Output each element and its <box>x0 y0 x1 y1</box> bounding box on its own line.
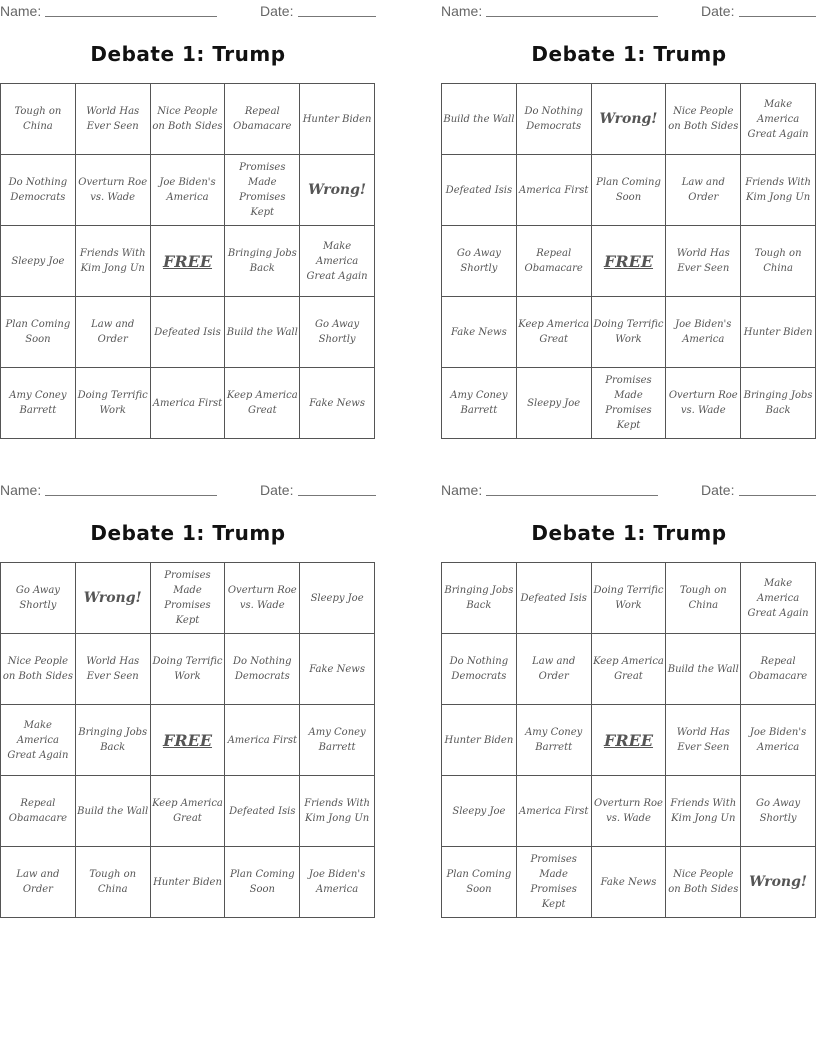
bingo-cell: Amy Coney Barrett <box>1 368 76 439</box>
bingo-cell: Promises Made Promises Kept <box>516 847 591 918</box>
bingo-cell: Do Nothing Democrats <box>442 634 517 705</box>
bingo-cell: Fake News <box>591 847 666 918</box>
date-line <box>739 16 816 17</box>
bingo-cell: Defeated Isis <box>150 297 225 368</box>
bingo-cell: Nice People on Both Sides <box>666 847 741 918</box>
card-title: Debate 1: Trump <box>531 521 727 545</box>
bingo-cell: Build the Wall <box>225 297 300 368</box>
card-title: Debate 1: Trump <box>90 42 286 66</box>
date-label: Date: <box>701 3 735 19</box>
bingo-cell: Plan Coming Soon <box>1 297 76 368</box>
bingo-cell: Make America Great Again <box>741 84 816 155</box>
bingo-cell: Law and Order <box>75 297 150 368</box>
grid-row <box>442 847 816 918</box>
grid-row <box>442 226 816 297</box>
bingo-cell: America First <box>516 155 591 226</box>
bingo-cell: Doing Terrific Work <box>591 297 666 368</box>
grid-row <box>1 297 375 368</box>
free-space: FREE <box>150 226 225 297</box>
bingo-cell: Keep America Great <box>225 368 300 439</box>
bingo-cell: Build the Wall <box>666 634 741 705</box>
card-title: Debate 1: Trump <box>531 42 727 66</box>
free-space: FREE <box>591 705 666 776</box>
bingo-cell: Go Away Shortly <box>442 226 517 297</box>
grid-row <box>442 776 816 847</box>
name-line <box>486 16 658 17</box>
bingo-cell: Hunter Biden <box>442 705 517 776</box>
bingo-cell: Make America Great Again <box>300 226 375 297</box>
bingo-cell: Make America Great Again <box>741 563 816 634</box>
bingo-cell: Law and Order <box>1 847 76 918</box>
bingo-cell: Joe Biden's America <box>741 705 816 776</box>
card-title: Debate 1: Trump <box>90 521 286 545</box>
bingo-cell: America First <box>516 776 591 847</box>
bingo-cell: Repeal Obamacare <box>225 84 300 155</box>
bingo-cell: Tough on China <box>75 847 150 918</box>
bingo-cell: Nice People on Both Sides <box>150 84 225 155</box>
bingo-cell: Doing Terrific Work <box>150 634 225 705</box>
bingo-cell: Sleepy Joe <box>442 776 517 847</box>
bingo-cell: America First <box>150 368 225 439</box>
bingo-cell: Promises Made Promises Kept <box>150 563 225 634</box>
bingo-cell: Hunter Biden <box>150 847 225 918</box>
bingo-cell: Do Nothing Democrats <box>225 634 300 705</box>
grid-row <box>442 563 816 634</box>
grid-row <box>1 705 375 776</box>
bingo-cell: Doing Terrific Work <box>75 368 150 439</box>
bingo-cell: Friends With Kim Jong Un <box>75 226 150 297</box>
bingo-cell: Bringing Jobs Back <box>741 368 816 439</box>
grid-row <box>1 226 375 297</box>
bingo-cell: Sleepy Joe <box>1 226 76 297</box>
bingo-cell: Go Away Shortly <box>300 297 375 368</box>
grid-row <box>1 634 375 705</box>
grid-row <box>1 776 375 847</box>
bingo-cell: Wrong! <box>741 847 816 918</box>
name-label: Name: <box>0 482 42 498</box>
bingo-cell: Overturn Roe vs. Wade <box>666 368 741 439</box>
date-label: Date: <box>260 3 294 19</box>
free-space: FREE <box>591 226 666 297</box>
bingo-cell: Nice People on Both Sides <box>666 84 741 155</box>
bingo-cell: Repeal Obamacare <box>1 776 76 847</box>
bingo-cell: Build the Wall <box>75 776 150 847</box>
bingo-cell: Overturn Roe vs. Wade <box>591 776 666 847</box>
card-header <box>441 479 816 501</box>
bingo-cell: Keep America Great <box>516 297 591 368</box>
bingo-cell: Defeated Isis <box>516 563 591 634</box>
bingo-grid <box>0 562 375 918</box>
name-line <box>45 16 217 17</box>
name-label: Name: <box>0 3 42 19</box>
bingo-cell: Joe Biden's America <box>666 297 741 368</box>
date-label: Date: <box>701 482 735 498</box>
card-header <box>0 479 376 501</box>
date-label: Date: <box>260 482 294 498</box>
bingo-cell: Repeal Obamacare <box>741 634 816 705</box>
bingo-cell: Defeated Isis <box>225 776 300 847</box>
bingo-cell: Go Away Shortly <box>1 563 76 634</box>
bingo-cell: Promises Made Promises Kept <box>225 155 300 226</box>
bingo-grid <box>0 83 375 439</box>
bingo-cell: Plan Coming Soon <box>591 155 666 226</box>
bingo-cell: Wrong! <box>300 155 375 226</box>
bingo-cell: World Has Ever Seen <box>666 705 741 776</box>
bingo-grid <box>441 562 816 918</box>
date-line <box>739 495 816 496</box>
bingo-cell: Hunter Biden <box>741 297 816 368</box>
bingo-cell: Friends With Kim Jong Un <box>741 155 816 226</box>
bingo-cell: Defeated Isis <box>442 155 517 226</box>
grid-row <box>442 297 816 368</box>
name-label: Name: <box>441 3 483 19</box>
bingo-cell: Bringing Jobs Back <box>225 226 300 297</box>
grid-row <box>442 634 816 705</box>
bingo-cell: Do Nothing Democrats <box>1 155 76 226</box>
grid-row <box>1 155 375 226</box>
bingo-cell: Wrong! <box>591 84 666 155</box>
bingo-cell: Keep America Great <box>150 776 225 847</box>
bingo-cell: Friends With Kim Jong Un <box>666 776 741 847</box>
name-label: Name: <box>441 482 483 498</box>
bingo-cell: Plan Coming Soon <box>225 847 300 918</box>
bingo-grid <box>441 83 816 439</box>
bingo-cell: World Has Ever Seen <box>75 634 150 705</box>
bingo-cell: Fake News <box>442 297 517 368</box>
name-line <box>45 495 217 496</box>
bingo-cell: Tough on China <box>741 226 816 297</box>
name-line <box>486 495 658 496</box>
grid-row <box>442 368 816 439</box>
bingo-cell: Promises Made Promises Kept <box>591 368 666 439</box>
bingo-cell: Hunter Biden <box>300 84 375 155</box>
grid-row <box>442 155 816 226</box>
free-space: FREE <box>150 705 225 776</box>
bingo-cell: Build the Wall <box>442 84 517 155</box>
bingo-cell: Overturn Roe vs. Wade <box>225 563 300 634</box>
grid-row <box>1 563 375 634</box>
grid-row <box>442 705 816 776</box>
bingo-cell: Friends With Kim Jong Un <box>300 776 375 847</box>
card-header <box>0 0 376 22</box>
bingo-cell: Plan Coming Soon <box>442 847 517 918</box>
bingo-cell: Sleepy Joe <box>300 563 375 634</box>
bingo-cell: Wrong! <box>75 563 150 634</box>
bingo-cell: America First <box>225 705 300 776</box>
bingo-cell: Nice People on Both Sides <box>1 634 76 705</box>
bingo-cell: World Has Ever Seen <box>666 226 741 297</box>
bingo-cell: Bringing Jobs Back <box>442 563 517 634</box>
bingo-cell: Bringing Jobs Back <box>75 705 150 776</box>
bingo-cell: Law and Order <box>516 634 591 705</box>
date-line <box>298 16 376 17</box>
bingo-cell: Amy Coney Barrett <box>300 705 375 776</box>
bingo-cell: Sleepy Joe <box>516 368 591 439</box>
grid-row <box>442 84 816 155</box>
grid-row <box>1 847 375 918</box>
grid-row <box>1 368 375 439</box>
bingo-cell: Fake News <box>300 634 375 705</box>
date-line <box>298 495 376 496</box>
bingo-cell: Fake News <box>300 368 375 439</box>
bingo-cell: Joe Biden's America <box>300 847 375 918</box>
bingo-cell: Make America Great Again <box>1 705 76 776</box>
bingo-cell: Tough on China <box>1 84 76 155</box>
bingo-cell: Tough on China <box>666 563 741 634</box>
card-header <box>441 0 816 22</box>
bingo-cell: Amy Coney Barrett <box>516 705 591 776</box>
bingo-cell: Amy Coney Barrett <box>442 368 517 439</box>
bingo-cell: Keep America Great <box>591 634 666 705</box>
grid-row <box>1 84 375 155</box>
bingo-cell: Overturn Roe vs. Wade <box>75 155 150 226</box>
bingo-cell: World Has Ever Seen <box>75 84 150 155</box>
bingo-cell: Law and Order <box>666 155 741 226</box>
bingo-cell: Repeal Obamacare <box>516 226 591 297</box>
bingo-cell: Do Nothing Democrats <box>516 84 591 155</box>
bingo-cell: Go Away Shortly <box>741 776 816 847</box>
bingo-cell: Joe Biden's America <box>150 155 225 226</box>
bingo-cell: Doing Terrific Work <box>591 563 666 634</box>
